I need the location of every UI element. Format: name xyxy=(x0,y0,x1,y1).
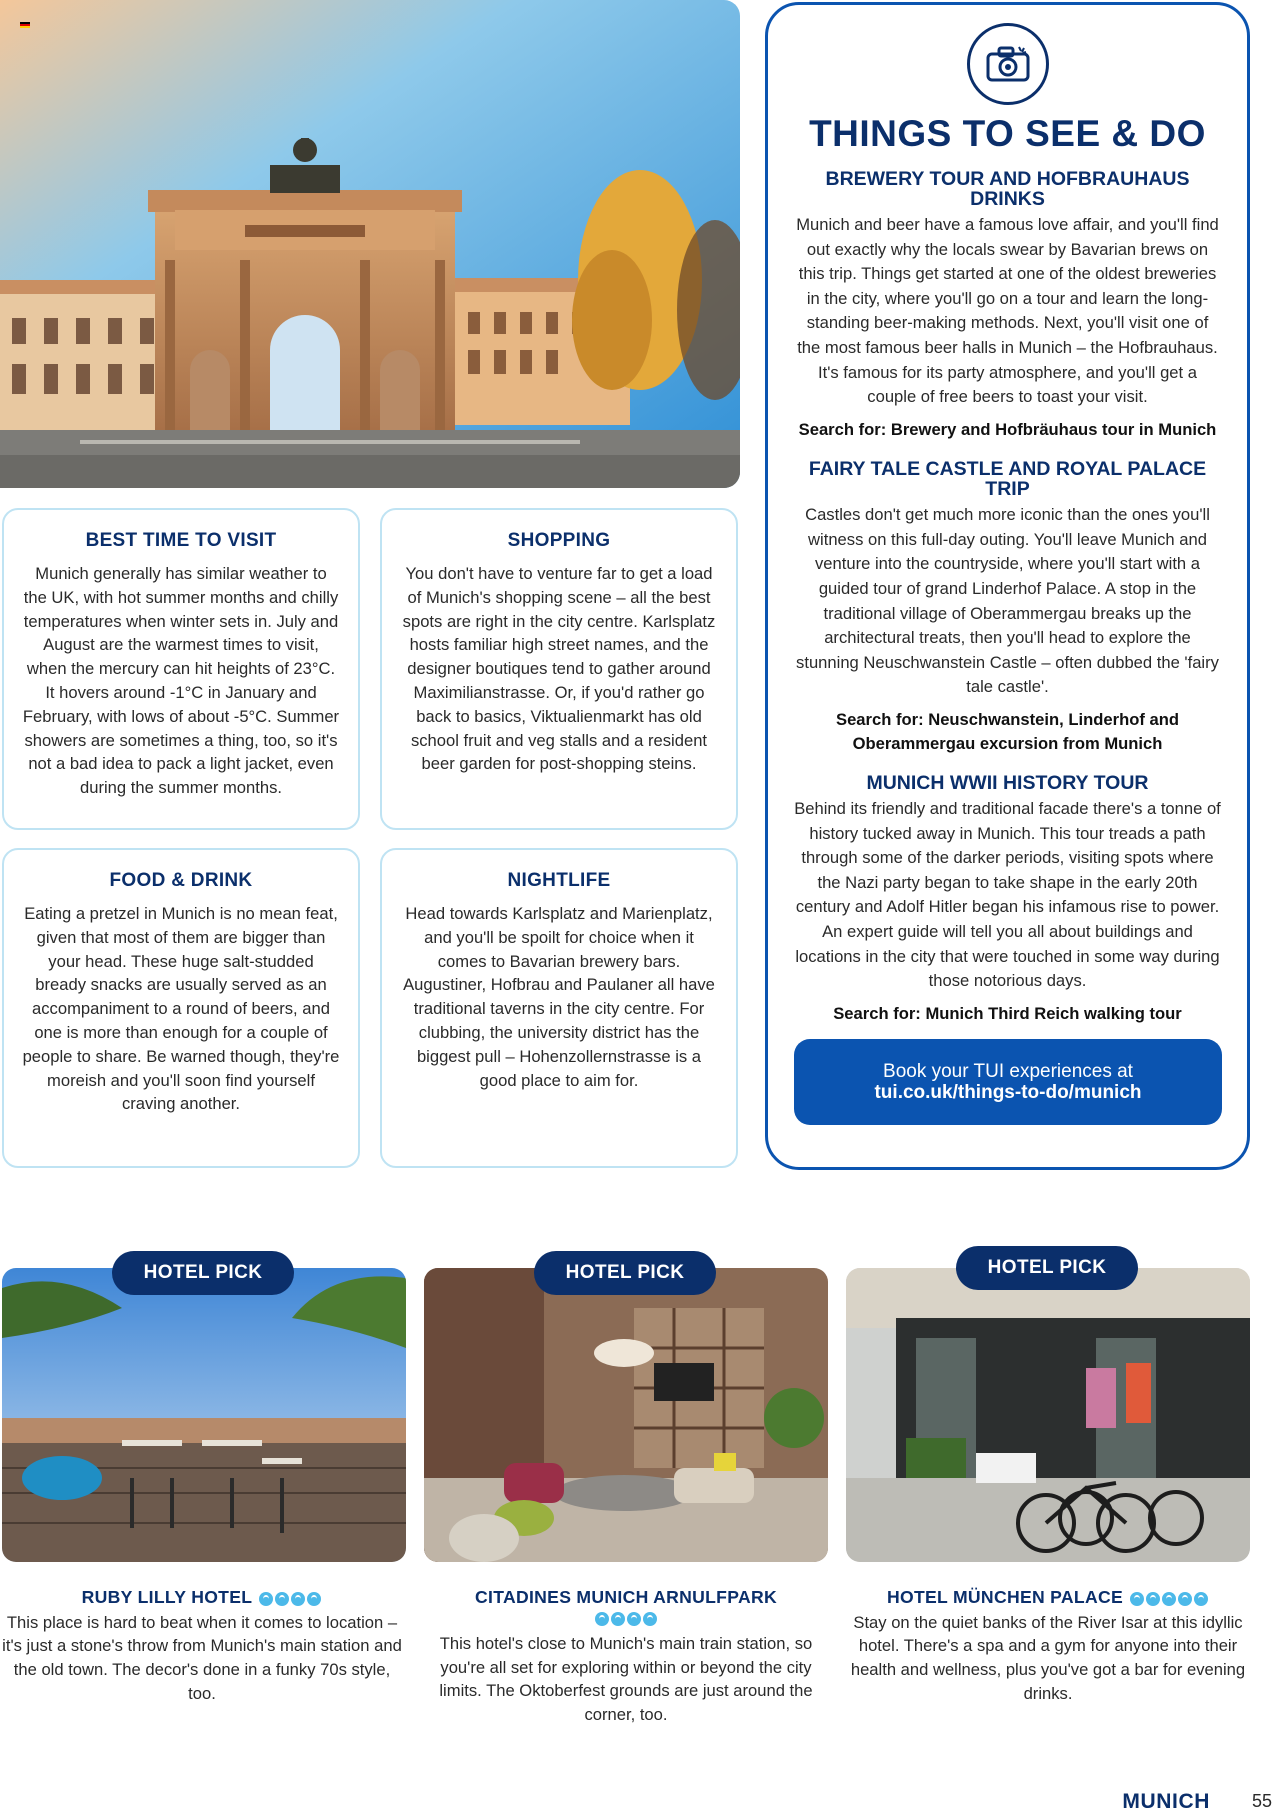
siegestor-illustration xyxy=(0,0,740,488)
hotel-pick-badge: HOTEL PICK xyxy=(534,1251,716,1295)
activity-item xyxy=(794,773,1221,1025)
activity-body: Behind its friendly and traditional facade there's a tonne of history tucked away in Munich. This tour treads a path through some of the darker periods, visiting spots where the Nazi party began to take shape in the early 20th century and Adolf Hitler began his infamous rise to power. An expert guide will tell you all about buildings and locations in the city that were touched in some way during those notorious days. xyxy=(794,799,1221,991)
things-to-see-panel xyxy=(765,2,1250,1170)
shopping-body: You don't have to venture far to get a load of Munich's shopping scene – all the best spots are right in the city centre. Karlsplatz hosts familiar high street names, and the designer boutiques tend to gather around Maximilianstrasse. Or, if you'd rather go back to basics, Viktualienmarkt has old school fruit and veg stalls and a resident beer garden for post-shopping steins. xyxy=(402,564,716,774)
hero-image xyxy=(0,0,740,488)
hotel-name: HOTEL MÜNCHEN PALACE xyxy=(846,1587,1250,1609)
things-title: THINGS TO SEE & DO xyxy=(809,113,1206,154)
hotel-description: This hotel's close to Munich's main train station, so you're all set for exploring within or beyond the city limits. The Oktoberfest grounds are just around the corner, too. xyxy=(439,1634,813,1724)
shopping-title: SHOPPING xyxy=(507,530,611,551)
nightlife-title: NIGHTLIFE xyxy=(507,870,611,891)
rating-icons xyxy=(424,1610,828,1628)
hotel-pick-badge: HOTEL PICK xyxy=(956,1246,1138,1290)
footer-section-label: MUNICH xyxy=(1122,1790,1210,1813)
book-experiences-button[interactable] xyxy=(794,1039,1222,1125)
hotel-image-ruby-lilly xyxy=(2,1268,406,1562)
hotel-description: Stay on the quiet banks of the River Isar at this idyllic hotel. There's a spa and a gym for anyone into their health and wellness, plus you've got a bar for evening drinks. xyxy=(850,1612,1246,1703)
best-time-box xyxy=(2,508,360,830)
camera-icon xyxy=(967,23,1049,105)
hotel-name: RUBY LILLY HOTEL xyxy=(0,1587,404,1609)
hotel-card-muenchen-palace xyxy=(846,1587,1250,1705)
rating-icons xyxy=(1129,1588,1209,1609)
activity-search: Search for: Munich Third Reich walking tour xyxy=(833,1003,1182,1023)
activity-title: MUNICH WWII HISTORY TOUR xyxy=(866,772,1149,794)
hotel-name: CITADINES MUNICH ARNULFPARK xyxy=(475,1587,777,1607)
flag-icon xyxy=(20,22,30,28)
hotel-image-citadines xyxy=(424,1268,828,1562)
activity-body: Munich and beer have a famous love affair, and you'll find out exactly why the locals swear by Bavarian brews on this trip. Things get started at one of the oldest breweries in the city, where you'll go on a tour and learn the long-standing beer-making methods. Next, you'll visit one of the most famous beer halls in Munich – the Hofbrauhaus. It's famous for its party atmosphere, and you'll get a couple of free beers to toast your visit. xyxy=(796,215,1219,407)
nightlife-body: Head towards Karlsplatz and Marienplatz, and you'll be spoilt for choice when it comes to Bavarian brewery bars. Augustiner, Hofbrau and Paulaner all have traditional taverns in the city centre. For clubbing, the university district has the biggest pull – Hohenzollernstrasse is a good place to aim for. xyxy=(403,904,715,1090)
shopping-box xyxy=(380,508,738,830)
hotel-pick-badge: HOTEL PICK xyxy=(112,1251,294,1295)
book-cta-url: tui.co.uk/things-to-do/munich xyxy=(874,1082,1142,1104)
page-number: 55 xyxy=(1251,1791,1272,1811)
best-time-title: BEST TIME TO VISIT xyxy=(85,530,277,551)
activity-search: Search for: Brewery and Hofbräuhaus tour in Munich xyxy=(798,419,1217,439)
book-cta-line: Book your TUI experiences at xyxy=(883,1061,1133,1083)
hotel-card-citadines xyxy=(424,1587,828,1726)
activity-search: Search for: Neuschwanstein, Linderhof and Oberammergau excursion from Munich xyxy=(836,710,1179,753)
food-drink-body: Eating a pretzel in Munich is no mean feat, given that most of them are bigger than your head. These huge salt-studded bready snacks are usually served as an accompaniment to a round of beers, and one is more than enough for a couple of people to share. Be warned though, they're moreish and you'll soon find yourself craving another. xyxy=(22,904,340,1114)
hotel-card-ruby-lilly xyxy=(0,1587,404,1705)
food-drink-title: FOOD & DRINK xyxy=(109,870,253,891)
rating-icons xyxy=(258,1588,322,1609)
activity-title: BREWERY TOUR AND HOFBRAUHAUS DRINKS xyxy=(825,168,1190,210)
activity-body: Castles don't get much more iconic than the ones you'll witness on this full-day outing. You'll leave Munich and venture into the countryside, where you'll start with a guided tour of grand Linderhof Palace. A stop in the traditional village of Oberammergau breaks up the architectural treats, then you'll head to explore the stunning Neuschwanstein Castle – often dubbed the 'fairy tale castle'. xyxy=(796,505,1219,697)
activity-item xyxy=(794,459,1221,755)
hotel-image-muenchen-palace xyxy=(846,1268,1250,1562)
activity-item xyxy=(794,169,1221,441)
best-time-body: Munich generally has similar weather to the UK, with hot summer months and chilly temperatures when winter sets in. July and August are the warmest times to visit, when the mercury can hit heights of 23°C. It hovers around -1°C in January and February, with lows of about -5°C. Summer showers are sometimes a thing, too, so it's not a bad idea to pack a light jacket, even during the summer months. xyxy=(22,564,340,798)
hotel-description: This place is hard to beat when it comes to location – it's just a stone's throw from Munich's main station and the old town. The decor's done in a funky 70s style, too. xyxy=(2,1612,402,1703)
activity-title: FAIRY TALE CASTLE AND ROYAL PALACE TRIP xyxy=(808,458,1207,501)
nightlife-box xyxy=(380,848,738,1168)
food-drink-box xyxy=(2,848,360,1168)
